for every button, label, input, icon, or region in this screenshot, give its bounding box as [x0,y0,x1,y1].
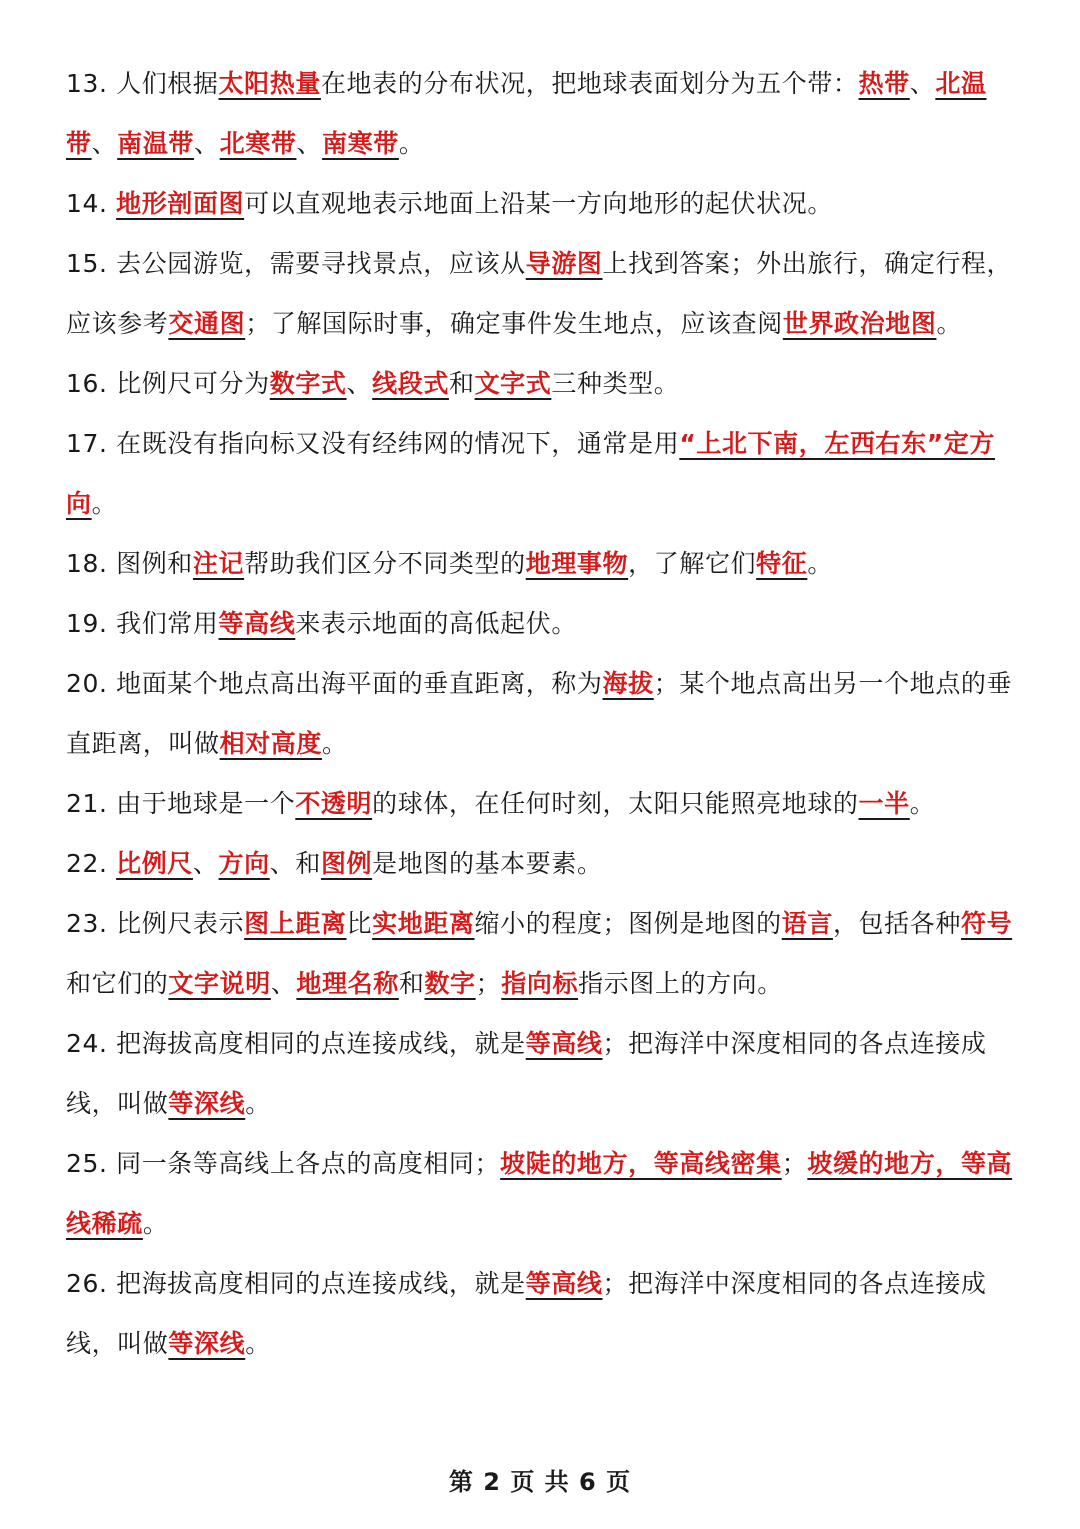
list-item [66,654,1016,774]
item-number: 20. [66,669,108,698]
item-text: 在既没有指向标又没有经纬网的情况下，通常是用 [116,429,680,458]
item-text: 指示图上的方向。 [578,969,783,998]
item-text: 去公园游览，需要寻找景点，应该从 [116,249,526,278]
answer-blank: 世界政治地图 [782,309,937,338]
item-number: 21. [66,789,108,818]
item-number: 18. [66,549,108,578]
answer-blank: 特征 [756,549,808,578]
answer-blank: 比例尺 [116,849,193,878]
list-item [66,174,1016,234]
answer-blank: 等高线 [218,609,296,638]
answer-blank: 导游图 [525,249,603,278]
item-text: 来表示地面的高低起伏。 [295,609,577,638]
item-text: 我们常用 [116,609,219,638]
document-body [66,54,1016,1374]
answer-blank: 海拔 [602,669,654,698]
item-text: ； [475,969,502,998]
answer-blank: 线段式 [372,369,449,398]
answer-blank: 符号 [960,909,1013,938]
answer-blank: 文字式 [474,369,552,398]
answer-blank: 注记 [192,549,245,578]
item-text: 、 [192,849,219,878]
list-item [66,54,1016,174]
list-item [66,234,1016,354]
list-item [66,414,1016,534]
answer-blank: 指向标 [501,969,579,998]
item-number: 24. [66,1029,108,1058]
item-text: 、 [194,129,220,158]
item-text: 缩小的程度；图例是地图的 [474,909,782,938]
answer-blank: 南温带 [117,129,195,158]
item-text: 图例和 [116,549,193,578]
item-text: 上找到答案；外出旅行，确定行程，应该参考 [66,249,1013,338]
list-item [66,774,1016,834]
item-text: 、 [91,129,118,158]
answer-blank: 语言 [781,909,833,938]
item-text: 帮助我们区分不同类型的 [244,549,526,578]
list-item [66,1014,1016,1134]
item-text: 在地表的分布状况，把地球表面划分为五个带： [320,69,859,98]
item-text: ，了解它们 [628,549,757,578]
item-text: 和它们的 [66,969,169,998]
answer-blank: 坡陡的地方，等高线密集 [500,1149,782,1178]
item-text: 。 [142,1209,169,1238]
answer-blank: 等深线 [168,1089,246,1118]
item-list [66,54,1016,1374]
list-item [66,894,1016,1014]
answer-blank: 等高线 [525,1029,603,1058]
answer-blank: “上北下南，左西右东”定方向 [66,429,995,518]
answer-blank: 坡缓的地方，等高线稀疏 [66,1149,1013,1238]
item-number: 14. [66,189,108,218]
item-text: 。 [245,1329,271,1358]
item-text: 、和 [269,849,321,878]
answer-blank: 图上距离 [244,909,347,938]
item-text: 、 [270,969,297,998]
item-text: 把海拔高度相同的点连接成线，就是 [116,1029,526,1058]
answer-blank: 方向 [218,849,270,878]
item-number: 13. [66,69,108,98]
item-number: 26. [66,1269,108,1298]
answer-blank: 地理事物 [525,549,629,578]
answer-blank: 北温带 [66,69,987,158]
item-text: 是地图的基本要素。 [372,849,603,878]
answer-blank: 一半 [858,789,910,818]
item-text: 和 [398,969,425,998]
item-number: 25. [66,1149,108,1178]
item-text: 由于地球是一个 [116,789,296,818]
item-number: 17. [66,429,108,458]
answer-blank: 数字 [424,969,476,998]
answer-blank: 热带 [858,69,910,98]
item-number: 22. [66,849,108,878]
answer-blank: 北寒带 [219,129,297,158]
item-text: 。 [909,789,936,818]
answer-blank: 图例 [320,849,373,878]
item-text: ；把海洋中深度相同的各点连接成线，叫做 [66,1269,987,1358]
item-text: 和 [448,369,475,398]
item-text: 、 [346,369,373,398]
item-text: ，包括各种 [832,909,961,938]
answer-blank: 地理名称 [296,969,399,998]
item-text: 的球体，在任何时刻，太阳只能照亮地球的 [372,789,859,818]
item-text: 、 [909,69,936,98]
item-text: ；了解国际时事，确定事件发生地点，应该查阅 [245,309,783,338]
item-text: 。 [322,729,348,758]
item-text: 。 [245,1089,271,1118]
item-number: 19. [66,609,108,638]
answer-blank: 交通图 [168,309,246,338]
item-text: 比例尺表示 [116,909,245,938]
item-text: ；把海洋中深度相同的各点连接成线，叫做 [66,1029,987,1118]
item-number: 23. [66,909,108,938]
answer-blank: 太阳热量 [218,69,321,98]
item-text: 。 [807,549,833,578]
list-item [66,534,1016,594]
item-text: 三种类型。 [551,369,680,398]
answer-blank: 数字式 [269,369,347,398]
item-text: 比例尺可分为 [116,369,270,398]
answer-blank: 实地距离 [372,909,475,938]
answer-blank: 不透明 [295,789,373,818]
answer-blank: 相对高度 [219,729,323,758]
answer-blank: 南寒带 [322,129,399,158]
list-item [66,1134,1016,1254]
item-text: 地面某个地点高出海平面的垂直距离，称为 [116,669,603,698]
item-text: 、 [296,129,323,158]
list-item [66,834,1016,894]
item-text: 。 [91,489,118,518]
page-footer: 第 2 页 共 6 页 [448,1468,632,1496]
item-text: 。 [936,309,963,338]
list-item [66,354,1016,414]
item-number: 15. [66,249,108,278]
item-number: 16. [66,369,108,398]
item-text: 。 [398,129,425,158]
answer-blank: 等高线 [525,1269,603,1298]
list-item [66,1254,1016,1374]
answer-blank: 文字说明 [168,969,271,998]
item-text: 人们根据 [116,69,219,98]
answer-blank: 地形剖面图 [116,189,245,218]
item-text: ； [781,1149,808,1178]
item-text: 把海拔高度相同的点连接成线，就是 [116,1269,526,1298]
item-text: 可以直观地表示地面上沿某一方向地形的起伏状况。 [244,189,833,218]
item-text: 同一条等高线上各点的高度相同； [116,1149,501,1178]
answer-blank: 等深线 [168,1329,246,1358]
item-text: 比 [346,909,373,938]
item-text: ；某个地点高出另一个地点的垂直距离，叫做 [66,669,1013,758]
list-item [66,594,1016,654]
